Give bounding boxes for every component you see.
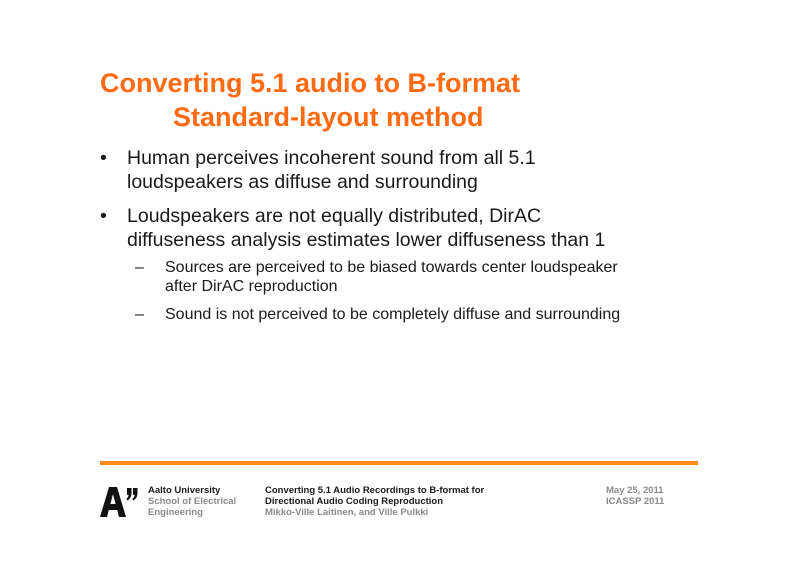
talk-title-line-2: Directional Audio Coding Reproduction bbox=[265, 496, 444, 507]
talk-title-line-1: Converting 5.1 Audio Recordings to B-format for bbox=[265, 485, 485, 496]
bullet-item bbox=[100, 146, 710, 194]
university-name: Aalto University bbox=[148, 485, 221, 496]
sub-bullet-text-line-1: Sound is not perceived to be completely diffuse and surrounding bbox=[165, 306, 621, 323]
date-venue bbox=[606, 485, 664, 507]
bullet-text-line-2: loudspeakers as diffuse and surrounding bbox=[127, 171, 478, 193]
title-line-1: Converting 5.1 audio to B-format bbox=[100, 68, 521, 98]
bullet-text-line-1: Loudspeakers are not equally distributed, DirAC bbox=[127, 205, 542, 227]
bullet-mark: • bbox=[100, 205, 107, 227]
talk-info bbox=[265, 485, 484, 518]
bullet-list bbox=[100, 146, 710, 334]
talk-venue: ICASSP 2011 bbox=[606, 496, 665, 507]
sub-bullet-list bbox=[127, 258, 710, 324]
school-line-1: School of Electrical bbox=[148, 496, 237, 507]
slide-title bbox=[100, 66, 720, 134]
sub-bullet-mark: – bbox=[135, 306, 144, 323]
footer bbox=[100, 485, 700, 525]
footer-divider bbox=[100, 461, 698, 465]
university-block bbox=[148, 485, 236, 518]
sub-bullet-item bbox=[135, 305, 710, 324]
aalto-logo-icon bbox=[100, 487, 138, 517]
sub-bullet-text-line-2: after DirAC reproduction bbox=[165, 278, 338, 295]
title-line-2: Standard-layout method bbox=[173, 102, 484, 132]
bullet-mark: • bbox=[100, 147, 107, 169]
sub-bullet-text-line-1: Sources are perceived to be biased towards center loudspeaker bbox=[165, 259, 618, 276]
talk-authors: Mikko-Ville Laitinen, and Ville Pulkki bbox=[265, 507, 429, 518]
bullet-text-line-1: Human perceives incoherent sound from all 5.1 bbox=[127, 147, 536, 169]
talk-date: May 25, 2011 bbox=[606, 485, 664, 496]
sub-bullet-mark: – bbox=[135, 259, 144, 276]
school-line-2: Engineering bbox=[148, 507, 203, 518]
sub-bullet-item bbox=[135, 258, 710, 296]
bullet-text-line-2: diffuseness analysis estimates lower diffuseness than 1 bbox=[127, 229, 606, 251]
bullet-item bbox=[100, 204, 710, 324]
